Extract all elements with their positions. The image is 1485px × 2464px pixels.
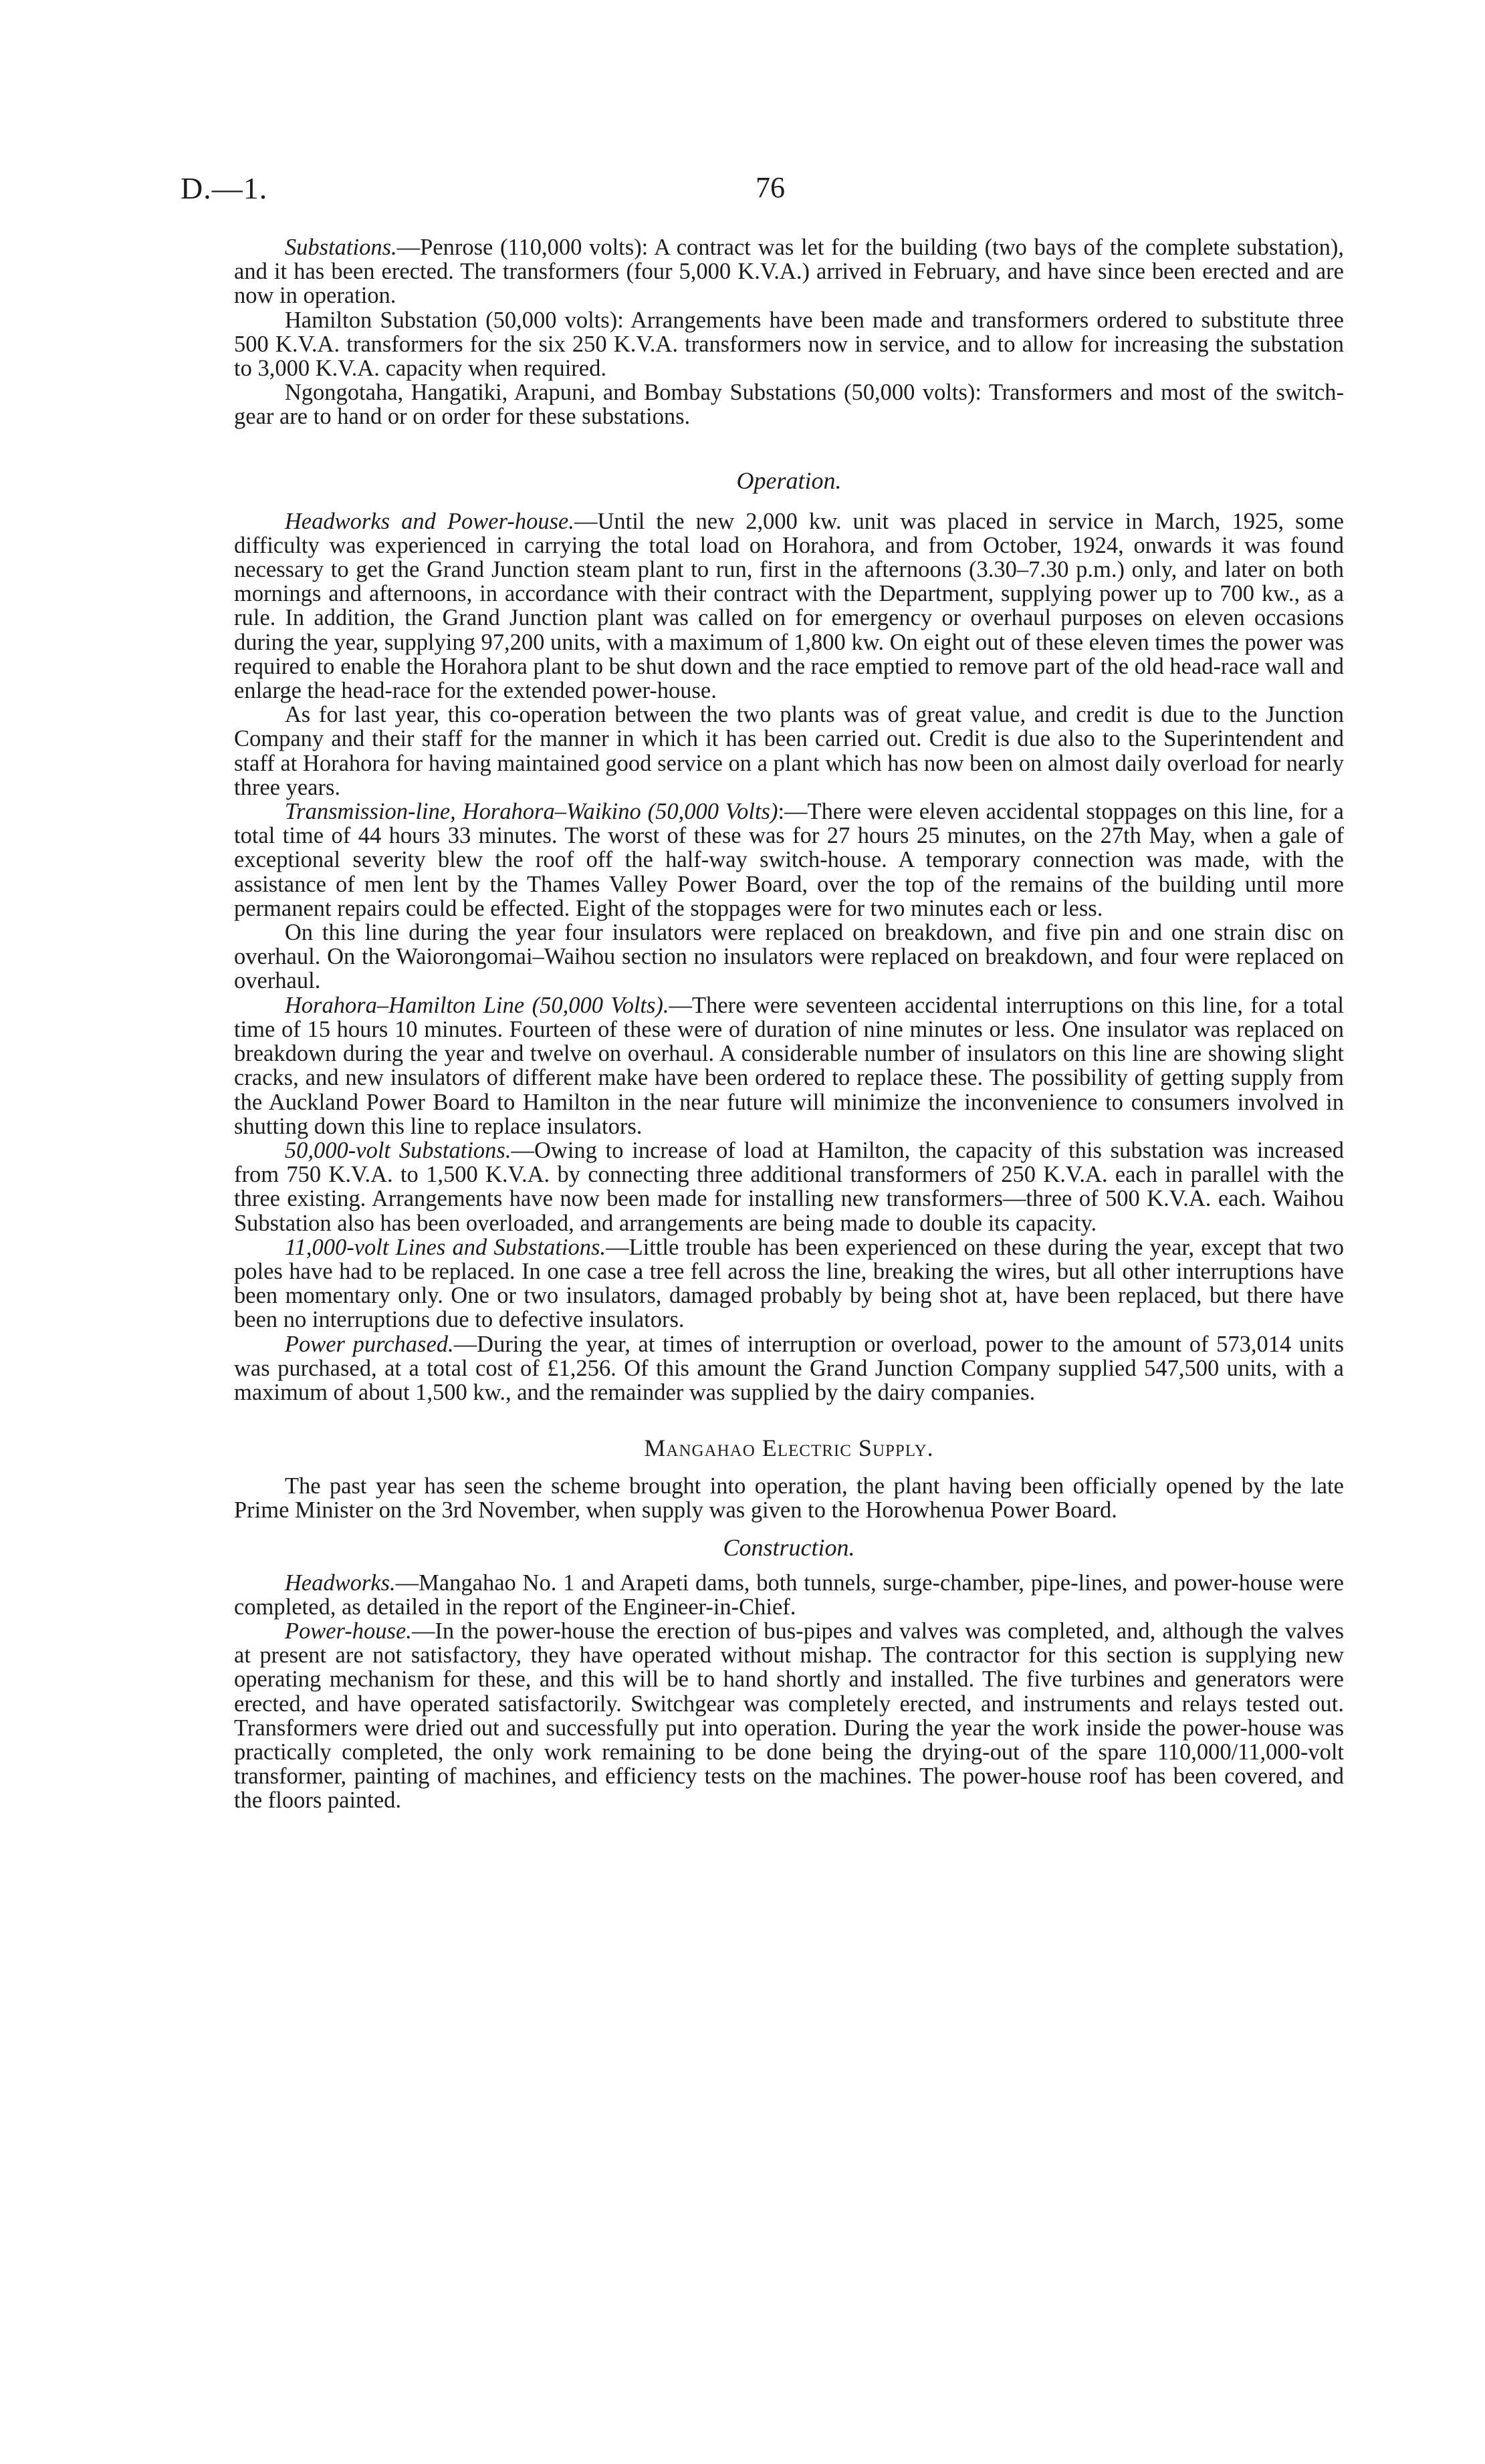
page-number: 76 — [756, 171, 785, 204]
paragraph-text: :—There were eleven accidental stoppages on this line, for a total time of 44 hours 33 minutes. The worst of these was for 27 hours 25 minutes, on the 27th May, when a gale of exceptional severity blew the roof off the half-way switch-house. A temporary connection was made, with the assistance of men lent by the Thames Valley Power Board, over the top of the remains of the building until more permanent repairs could be effected. Eight of the stoppages were for two minutes each or less. — [234, 799, 1344, 921]
paragraph-mangahao-headworks — [234, 1571, 1344, 1619]
run-in-heading: Headworks. — [284, 1570, 396, 1596]
paragraph-insulators: On this line during the year four insulators were replaced on breakdown, and five pin and one strain disc on overhaul. On the Waiorongomai–Waihou section no insulators were replaced on breakdown, and four were replaced on overhaul. — [234, 920, 1344, 994]
run-in-heading: Transmission-line, Horahora–Waikino (50,000 Volts) — [284, 799, 778, 825]
document-reference: D.—1. — [181, 171, 268, 205]
paragraph-mangahao-power-house — [234, 1619, 1344, 1813]
paragraph-hamilton-substation: Hamilton Substation (50,000 volts): Arrangements have been made and transformers ordered to substitute three 500 K.V.A. transformers for the six 250 K.V.A. transformers now in service, and to allow for increasing the substation to 3,000 K.V.A. capacity when required. — [234, 307, 1344, 382]
run-in-heading: Substations. — [284, 235, 397, 260]
section-heading-mangahao-electric-supply: Mangahao Electric Supply. — [644, 1435, 934, 1462]
run-in-heading: 50,000-volt Substations. — [284, 1137, 511, 1163]
paragraph-ngongotaha-substations: Ngongotaha, Hangatiki, Arapuni, and Bombay Substations (50,000 volts): Transformers and most of the switch-gear are to hand or on order for these substations. — [234, 380, 1344, 430]
run-in-heading: Power purchased. — [284, 1331, 454, 1357]
run-in-heading: Power-house. — [284, 1618, 412, 1644]
run-in-heading: Horahora–Hamilton Line (50,000 Volts). — [284, 992, 669, 1018]
paragraph-text: —Mangahao No. 1 and Arapeti dams, both tunnels, surge-chamber, pipe-lines, and power-house were completed, as detailed in the report of the Engineer-in-Chief. — [234, 1570, 1344, 1620]
run-in-heading: Headworks and Power-house. — [284, 508, 574, 534]
section-heading-operation: Operation. — [736, 467, 842, 494]
run-in-heading: 11,000-volt Lines and Substations. — [284, 1234, 606, 1260]
paragraph-co-operation: As for last year, this co-operation between the two plants was of great value, and credit is due to the Junction Company and their staff for the manner in which it has been carried out. Credit is due also to the Superintendent and staff at Horahora for having maintained good service on a plant which has now been on almost daily overload for nearly three years. — [234, 702, 1344, 800]
paragraph-horahora-hamilton-line — [234, 993, 1344, 1138]
paragraph-transmission-line — [234, 799, 1344, 920]
paragraph-text: —Until the new 2,000 kw. unit was placed in service in March, 1925, some difficulty was experienced in carrying the total load on Horahora, and from October, 1924, onwards it was found necessary to get the Grand Junction steam plant to run, first in the afternoons (3.30–7.30 p.m.) only, and later on both mornings and afternoons, in accordance with their contract with the Department, supplying power up to 700 kw., as a rule. In addition, the Grand Junction plant was called on for emergency or overhaul purposes on eleven occasions during the year, supplying 97,200 units, with a maximum of 1,800 kw. On eight out of these eleven times the power was required to enable the Horahora plant to be shut down and the race emptied to remove part of the old head-race wall and enlarge the head-race for the extended power-house. — [234, 508, 1344, 704]
paragraph-text: —During the year, at times of interruption or overload, power to the amount of 573,014 units was purchased, at a total cost of £1,256. Of this amount the Grand Junction Company supplied 547,500 units, with a maximum of about 1,500 kw., and the remainder was supplied by the dairy companies. — [234, 1331, 1344, 1405]
page-header — [181, 170, 1344, 211]
section-heading-construction: Construction. — [723, 1533, 855, 1561]
paragraph-text: —Penrose (110,000 volts): A contract was let for the building (two bays of the complete substation), and it has been erected. The transformers (four 5,000 K.V.A.) arrived in February, and have since been erected and are now in operation. — [234, 235, 1344, 309]
paragraph-mangahao-intro: The past year has seen the scheme brought into operation, the plant having been officially opened by the late Prime Minister on the 3rd November, when supply was given to the Horowhenua Power Board. — [234, 1473, 1344, 1523]
paragraph-substations — [234, 235, 1344, 308]
paragraph-headworks-power-house — [234, 509, 1344, 703]
paragraph-text: —In the power-house the erection of bus-pipes and valves was completed, and, although the valves at present are not satisfactory, they have operated without mishap. The contractor for this section is supplying new operating mechanism for these, and this will be to hand shortly and installed. The five turbines and generators were erected, and have operated satisfactorily. Switchgear was completely erected, and instruments and relays tested out. Transformers were dried out and successfully put into operation. During the year the work inside the power-house was practically completed, the only work remaining to be done being the drying-out of the spare 110,000/11,000-volt transformer, painting of machines, and efficiency tests on the machines. The power-house roof has been covered, and the floors painted. — [234, 1618, 1344, 1814]
paragraph-power-purchased — [234, 1332, 1344, 1405]
paragraph-50000-volt-substations — [234, 1138, 1344, 1235]
paragraph-text: —Owing to increase of load at Hamilton, the capacity of this substation was increased from 750 K.V.A. to 1,500 K.V.A. by connecting three additional transformers of 250 K.V.A. each in parallel with the three existing. Arrangements have now been made for installing new transformers—three of 500 K.V.A. each. Waihou Substation also has been overloaded, and arrangements are being made to double its capacity. — [234, 1137, 1344, 1236]
paragraph-text: —Little trouble has been experienced on these during the year, except that two poles have had to be replaced. In one case a tree fell across the line, breaking the wires, but all other interruptions have been momentary only. One or two insulators, damaged probably by being shot at, have been replaced, but there have been no interruptions due to defective insulators. — [234, 1234, 1344, 1333]
paragraph-11000-volt-lines — [234, 1235, 1344, 1332]
document-body — [234, 235, 1344, 1813]
paragraph-text: —There were seventeen accidental interruptions on this line, for a total time of 15 hours 10 minutes. Fourteen of these were of duration of nine minutes or less. One insulator was replaced on breakdown during the year and twelve on overhaul. A considerable number of insulators on this line are showing slight cracks, and new insulators of different make have been ordered to replace these. The possibility of getting supply from the Auckland Power Board to Hamilton in the near future will minimize the inconvenience to consumers involved in shutting down this line to replace insulators. — [234, 992, 1345, 1139]
